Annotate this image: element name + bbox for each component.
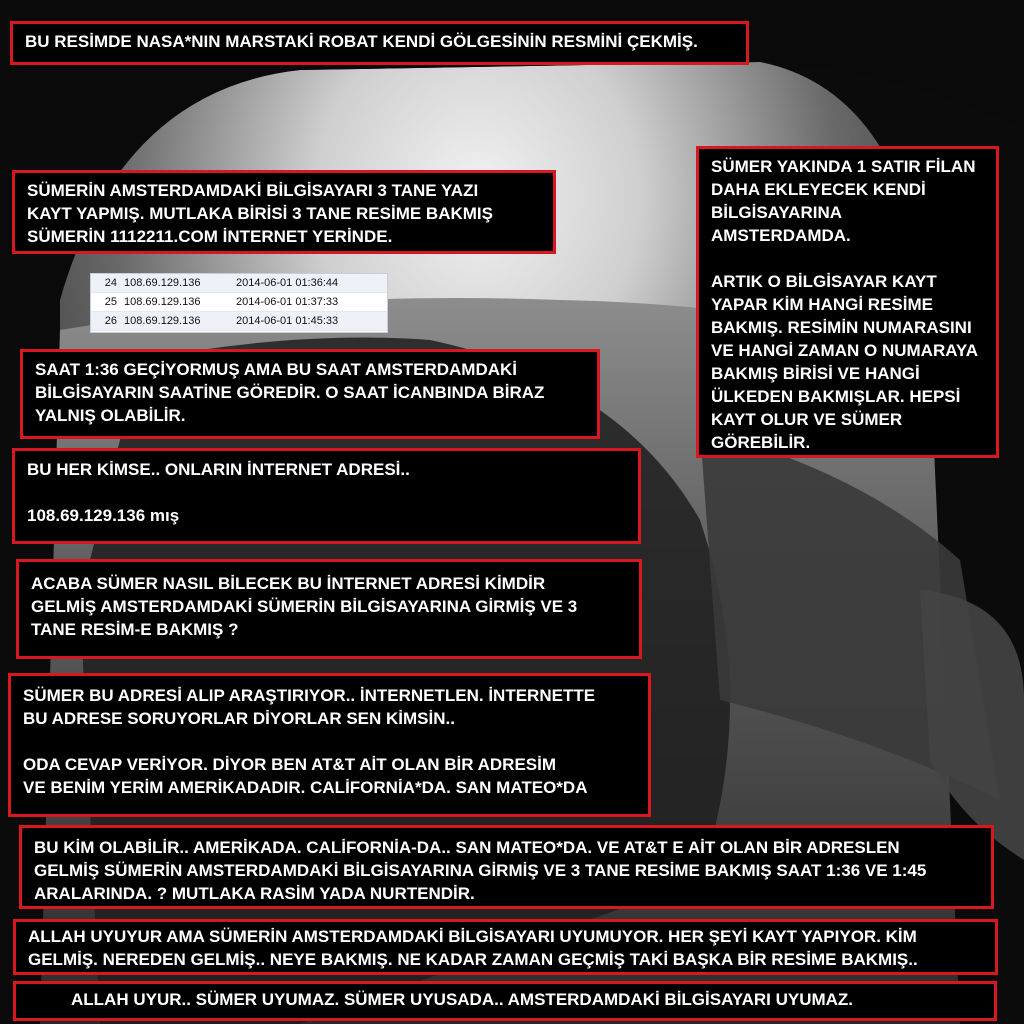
log-row (91, 293, 387, 312)
paragraph-gap (23, 730, 636, 753)
caption-line: YALNIŞ OLABİLİR. (35, 406, 186, 425)
caption-line: SÜMERİN 1112211.COM İNTERNET YERİNDE. (27, 227, 393, 246)
caption-line: ALLAH UYUR.. SÜMER UYUMAZ. SÜMER UYUSADA.. AMSTERDAMDAKİ BİLGİSAYARI UYUMAZ. (71, 990, 854, 1009)
ip-address-text: 108.69.129.136 mış (27, 506, 180, 525)
caption-line: BU HER KİMSE.. ONLARIN İNTERNET ADRESİ.. (27, 460, 410, 479)
caption-box-6 (16, 559, 642, 659)
caption-line: ARTIK O BİLGİSAYAR KAYT (711, 272, 937, 291)
caption-line: ALLAH UYUYUR AMA SÜMERİN AMSTERDAMDAKİ BİLGİSAYARI UYUMUYOR. HER ŞEYİ KAYT YAPIYOR. KİM (28, 927, 917, 946)
caption-line: ÜLKEDEN BAKMIŞLAR. HEPSİ (711, 387, 961, 406)
caption-box-10 (13, 981, 997, 1021)
caption-line: SAAT 1:36 GEÇİYORMUŞ AMA BU SAAT AMSTERDAMDAKİ (35, 360, 517, 379)
caption-line: BU KİM OLABİLİR.. AMERİKADA. CALİFORNİA-DA.. SAN MATEO*DA. VE AT&T E AİT OLAN BİR ADRESLEN (34, 838, 900, 857)
access-log-table (90, 273, 388, 333)
caption-box-1 (10, 21, 749, 65)
paragraph-gap (711, 247, 984, 270)
caption-line: GELMİŞ AMSTERDAMDAKİ SÜMERİN BİLGİSAYARINA GİRMİŞ VE 3 (31, 597, 578, 616)
paragraph-gap (27, 481, 626, 504)
caption-line: BİLGİSAYARINA (711, 203, 842, 222)
log-row-time: 2014-06-01 01:45:33 (236, 315, 339, 327)
caption-line: BAKMIŞ BİRİSİ VE HANGİ (711, 364, 920, 383)
log-row-number: 26 (104, 315, 117, 327)
caption-line: ODA CEVAP VERİYOR. DİYOR BEN AT&T AİT OLAN BİR ADRESİM (23, 755, 557, 774)
log-row-ip: 108.69.129.136 (124, 296, 201, 308)
caption-line: TANE RESİM-E BAKMIŞ ? (31, 620, 239, 639)
caption-line: ACABA SÜMER NASIL BİLECEK BU İNTERNET ADRESİ KİMDİR (31, 574, 546, 593)
caption-line: SÜMER YAKINDA 1 SATIR FİLAN (711, 157, 976, 176)
caption-box-4 (20, 349, 600, 439)
caption-line: BU ADRESE SORUYORLAR DİYORLAR SEN KİMSİN.. (23, 709, 455, 728)
caption-line: GÖREBİLİR. (711, 433, 811, 452)
caption-line: SÜMER BU ADRESİ ALIP ARAŞTIRIYOR.. İNTERNETLEN. İNTERNETTE (23, 686, 596, 705)
caption-box-7 (8, 673, 651, 817)
caption-box-8 (19, 825, 994, 909)
log-row (91, 274, 387, 293)
caption-line: GELMİŞ SÜMERİN AMSTERDAMDAKİ BİLGİSAYARINA GİRMİŞ VE 3 TANE RESİME BAKMIŞ SAAT 1:36 VE 1:45 (34, 861, 927, 880)
log-row-ip: 108.69.129.136 (124, 277, 201, 289)
caption-box-9 (13, 919, 998, 975)
caption-box-3 (696, 146, 999, 458)
caption-box-2 (12, 170, 556, 254)
log-row-number: 25 (104, 296, 117, 308)
caption-line: YAPAR KİM HANGİ RESİME (711, 295, 933, 314)
caption-box-5 (12, 448, 641, 544)
caption-line: ARALARINDA. ? MUTLAKA RASİM YADA NURTENDİR. (34, 884, 475, 903)
caption-line: BAKMIŞ. RESİMİN NUMARASINI (711, 318, 972, 337)
log-row-ip: 108.69.129.136 (124, 315, 201, 327)
caption-line: BU RESİMDE NASA*NIN MARSTAKİ ROBAT KENDİ GÖLGESİNİN RESMİNİ ÇEKMİŞ. (25, 32, 698, 51)
caption-line: VE BENİM YERİM AMERİKADADIR. CALİFORNİA*DA. SAN MATEO*DA (23, 778, 588, 797)
caption-line: AMSTERDAMDA. (711, 226, 851, 245)
log-row (91, 312, 387, 331)
caption-line: VE HANGİ ZAMAN O NUMARAYA (711, 341, 978, 360)
caption-line: KAYT OLUR VE SÜMER (711, 410, 903, 429)
caption-line: DAHA EKLEYECEK KENDİ (711, 180, 926, 199)
log-row-time: 2014-06-01 01:37:33 (236, 296, 339, 308)
caption-line: BİLGİSAYARIN SAATİNE GÖREDİR. O SAAT İCANBINDA BİRAZ (35, 383, 545, 402)
caption-line: SÜMERİN AMSTERDAMDAKİ BİLGİSAYARI 3 TANE YAZI (27, 181, 479, 200)
log-row-number: 24 (104, 277, 117, 289)
log-row-time: 2014-06-01 01:36:44 (236, 277, 339, 289)
caption-line: KAYT YAPMIŞ. MUTLAKA BİRİSİ 3 TANE RESİME BAKMIŞ (27, 204, 493, 223)
caption-line: GELMİŞ. NEREDEN GELMİŞ.. NEYE BAKMIŞ. NE KADAR ZAMAN GEÇMİŞ TAKİ BAŞKA BİR RESİME BAKMIŞ.. (28, 950, 918, 969)
